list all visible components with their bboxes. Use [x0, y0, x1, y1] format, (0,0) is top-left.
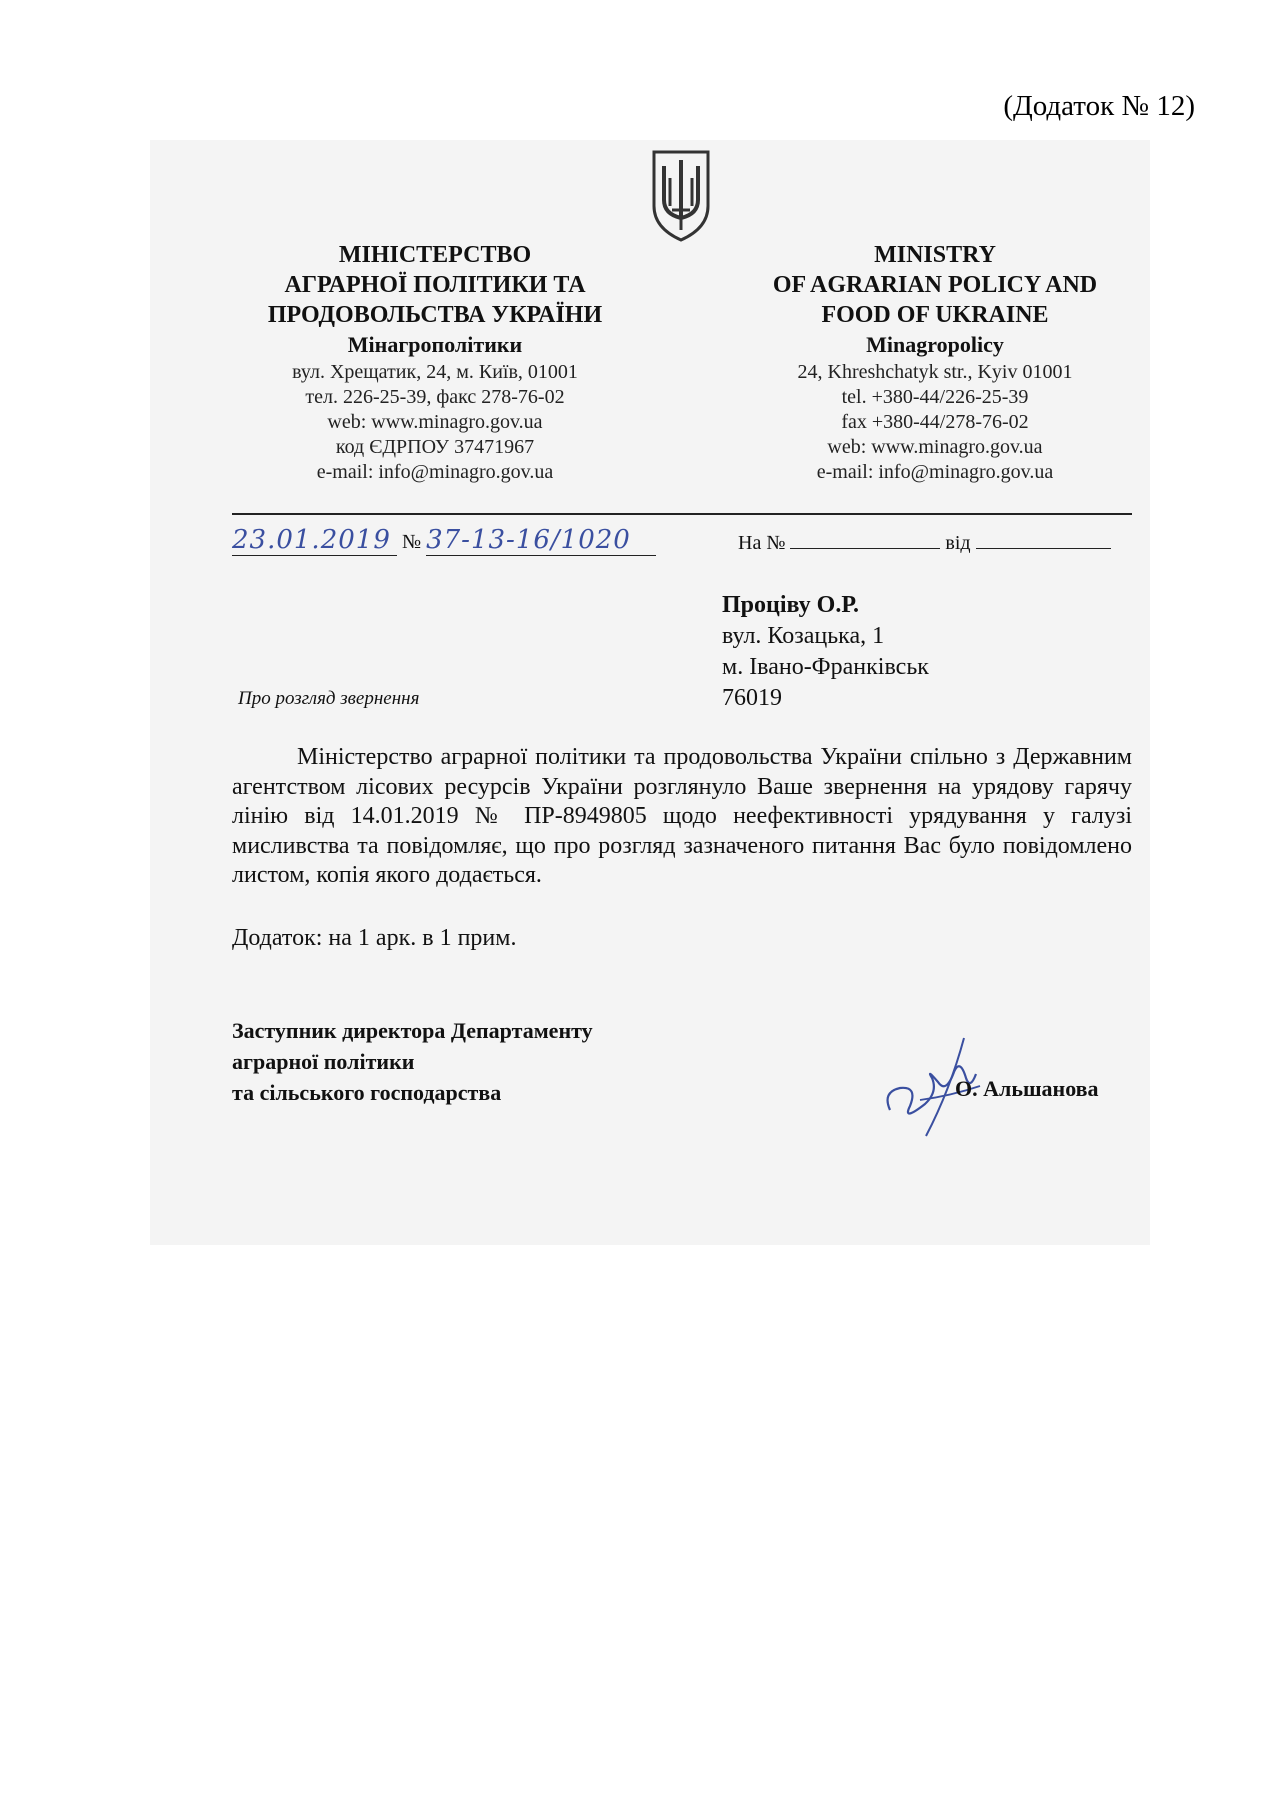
ministry-title-line: АГРАРНОЇ ПОЛІТИКИ ТА	[284, 272, 586, 298]
ministry-title-line: MINISTRY	[874, 242, 996, 268]
signer-position-line: Заступник директора Департаменту	[232, 1018, 593, 1043]
reply-date-label: від	[945, 532, 971, 554]
addressee-name: Проціву О.Р.	[722, 592, 859, 618]
addressee-block	[722, 590, 929, 714]
ministry-title-line: МІНІСТЕРСТВО	[338, 242, 532, 268]
addressee-city: м. Івано-Франківськ	[722, 654, 929, 680]
handwritten-number: 37-13-16/1020	[426, 525, 656, 556]
contact-line: web: www.minagro.gov.ua	[827, 436, 1043, 458]
reply-number-blank	[790, 548, 940, 549]
letter-subject: Про розгляд звернення	[238, 688, 420, 709]
incoming-reference	[738, 532, 1111, 555]
ministry-short-name: Minagropolicy	[866, 332, 1004, 357]
signer-position-line: аграрної політики	[232, 1049, 415, 1074]
letter-body: Міністерство аграрної політики та продовольства України спільно з Державним агентством лісових ресурсів України розглянуло Ваше звернення на урядову гарячу лінію від 14.01.2019 № ПР-8949805 щодо неефективності урядування у галузі мисливства та повідомляє, що про розгляд зазначеного питання Вас було повідомлено листом, копія якого додається.	[232, 744, 1132, 888]
header-divider	[232, 513, 1132, 515]
addressee-postcode: 76019	[722, 685, 782, 711]
contact-line: код ЄДРПОУ 37471967	[335, 436, 535, 458]
addressee-street: вул. Козацька, 1	[722, 623, 885, 649]
contact-line: e-mail: info@minagro.gov.ua	[816, 461, 1054, 483]
contact-line: вул. Хрещатик, 24, м. Київ, 01001	[292, 361, 578, 383]
handwritten-date: 23.01.2019	[232, 525, 397, 556]
contact-line: fax +380-44/278-76-02	[841, 411, 1029, 433]
appendix-label: (Додаток № 12)	[1003, 90, 1195, 122]
contact-line: 24, Khreshchatyk str., Kyiv 01001	[797, 361, 1073, 383]
ministry-title-line: ПРОДОВОЛЬСТВА УКРАЇНИ	[267, 302, 603, 328]
header-ukrainian	[225, 240, 645, 485]
signer-position	[232, 1015, 593, 1108]
reply-date-blank	[976, 548, 1111, 549]
ministry-title-line: FOOD OF UKRAINE	[821, 302, 1049, 328]
signer-name: О. Альшанова	[955, 1076, 1099, 1101]
contact-line: e-mail: info@minagro.gov.ua	[316, 461, 554, 483]
header-english	[725, 240, 1145, 485]
contact-line: тел. 226-25-39, факс 278-76-02	[305, 386, 565, 408]
ministry-short-name: Мінагрополітики	[347, 332, 523, 357]
ministry-title-line: OF AGRARIAN POLICY AND	[772, 272, 1098, 298]
contact-line: tel. +380-44/226-25-39	[841, 386, 1029, 408]
outgoing-registration	[232, 525, 656, 556]
trident-crest-icon	[650, 148, 712, 243]
reply-number-label: На №	[738, 532, 786, 554]
contact-line: web: www.minagro.gov.ua	[327, 411, 543, 433]
number-label: №	[402, 531, 422, 553]
attachment-note: Додаток: на 1 арк. в 1 прим.	[232, 925, 517, 951]
signer-position-line: та сільського господарства	[232, 1080, 502, 1105]
